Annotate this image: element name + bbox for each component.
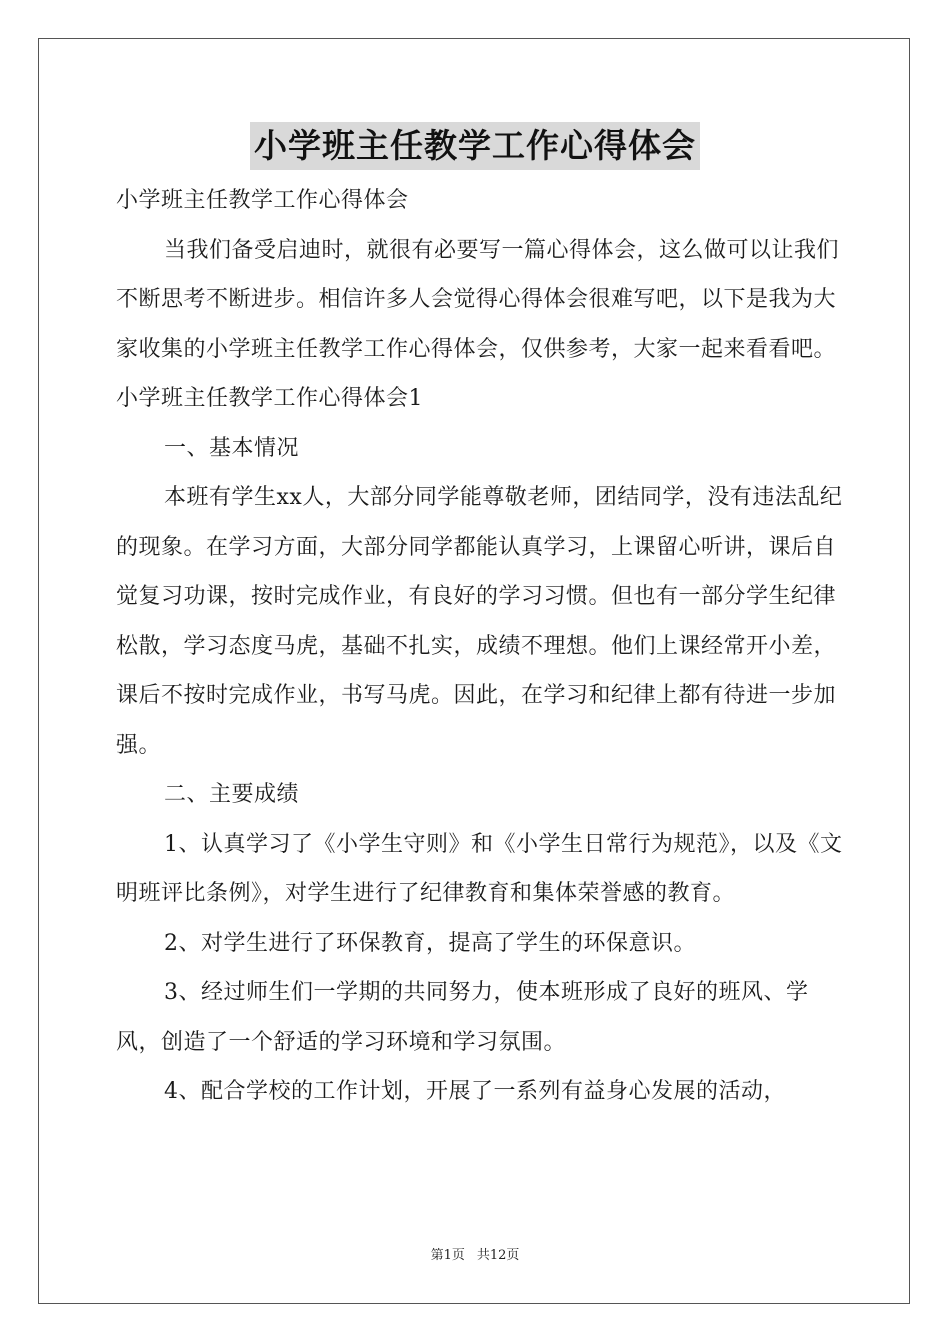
paragraph-item-3: 3、经过师生们一学期的共同努力，使本班形成了良好的班风、学风，创造了一个舒适的学习环境和学习氛围。 — [116, 980, 809, 1055]
paragraph-item-4: 4、配合学校的工作计划，开展了一系列有益身心发展的活动， — [164, 1079, 786, 1104]
paragraph-basic-situation: 本班有学生xx人，大部分同学能尊敬老师，团结同学，没有违法乱纪的现象。在学习方面，大部分同学都能认真学习，上课留心听讲，课后自觉复习功课，按时完成作业，有良好的学习习惯。但也有一部分学生纪律松散，学习态度马虎，基础不扎实，成绩不理想。他们上课经常开小差，课后不按时完成作业，书写马虎。因此，在学习和纪律上都有待进一步加强。 — [116, 485, 843, 758]
paragraph-subtitle: 小学班主任教学工作心得体会 — [116, 188, 409, 213]
document-title: 小学班主任教学工作心得体会 — [250, 122, 700, 170]
page-total: 共12页 — [476, 1248, 520, 1263]
paragraph-item-2: 2、对学生进行了环保教育，提高了学生的环保意识。 — [164, 930, 696, 956]
title-container — [0, 122, 950, 170]
paragraph-heading-achievements: 二、主要成绩 — [164, 782, 300, 807]
page-footer — [0, 1247, 950, 1265]
document-body — [116, 176, 846, 1117]
paragraph-heading-basic: 一、基本情况 — [164, 435, 300, 461]
page-number: 第1页 — [430, 1248, 465, 1263]
paragraph-intro: 当我们备受启迪时，就很有必要写一篇心得体会，这么做可以让我们不断思考不断进步。相信许多人会觉得心得体会很难写吧，以下是我为大家收集的小学班主任教学工作心得体会，仅供参考，大家一起来看看吧。 — [116, 237, 840, 362]
paragraph-section-heading: 小学班主任教学工作心得体会1 — [116, 386, 423, 411]
paragraph-item-1: 1、认真学习了《小学生守则》和《小学生日常行为规范》，以及《文明班评比条例》，对学生进行了纪律教育和集体荣誉感的教育。 — [116, 831, 843, 906]
